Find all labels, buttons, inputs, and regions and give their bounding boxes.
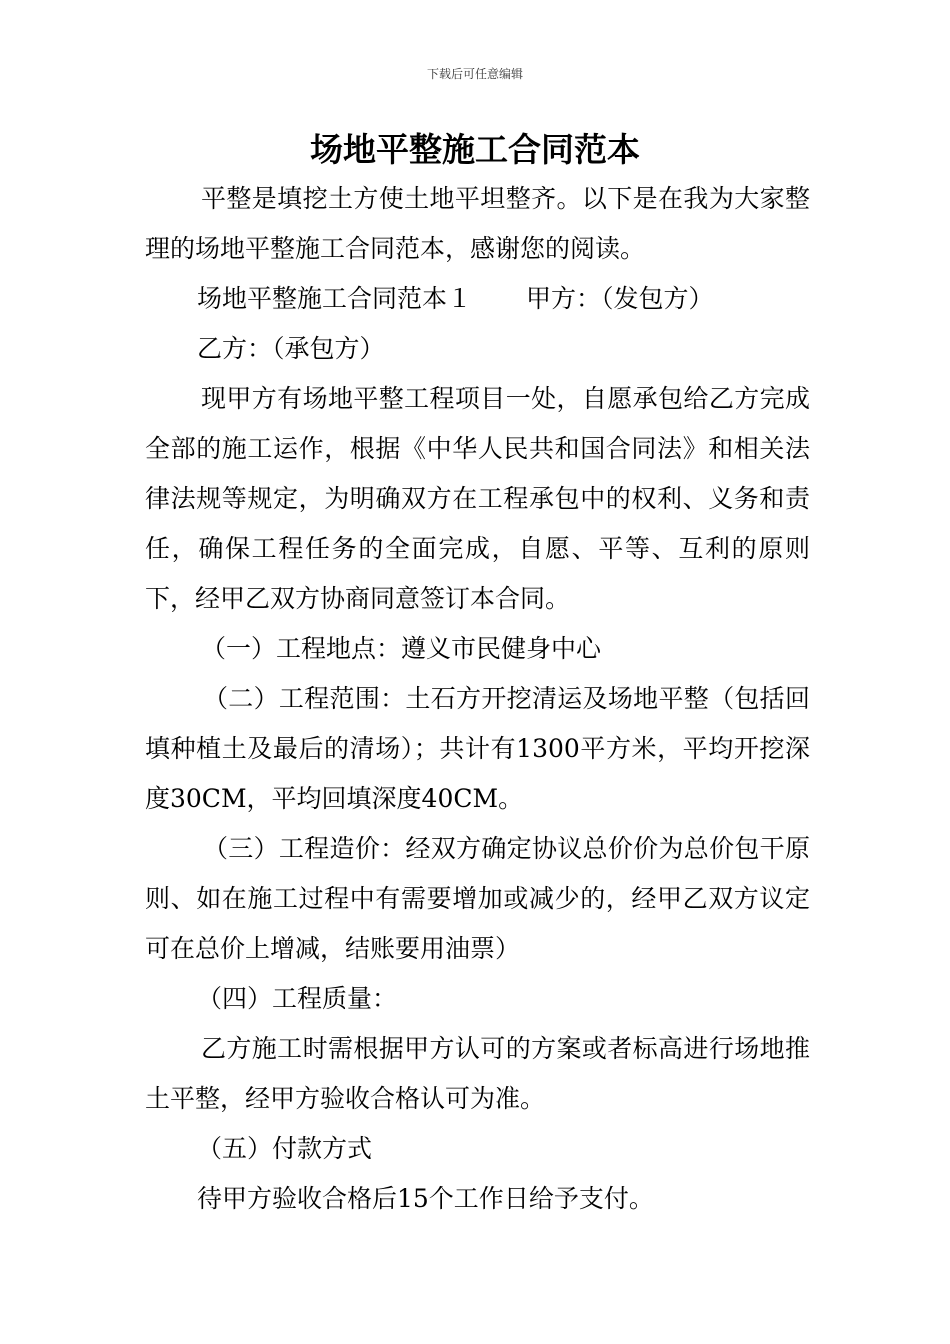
- document-body: [145, 174, 810, 1224]
- clause-4-text: 乙方施工时需根据甲方认可的方案或者标高进行场地推土平整，经甲方验收合格认可为准。: [145, 1034, 810, 1113]
- clause-3: （三）工程造价：经双方确定协议总价价为总价包干原则、如在施工过程中有需要增加或减少的，经甲乙双方议定可在总价上增减，结账要用油票）: [145, 834, 810, 963]
- contract-heading-row: [145, 274, 810, 324]
- header-note: 下载后可任意编辑: [426, 67, 523, 81]
- intro-paragraph: 平整是填挖土方使土地平坦整齐。以下是在我为大家整理的场地平整施工合同范本，感谢您的阅读。: [145, 184, 810, 263]
- party-b-label: 乙方：（承包方）: [197, 334, 385, 363]
- clause-1: （一）工程地点：遵义市民健身中心: [201, 634, 602, 663]
- clause-2: （二）工程范围：土石方开挖清运及场地平整（包括回填种植土及最后的清场）；共计有1300平方米，平均开挖深度30CM，平均回填深度40CM。: [145, 684, 810, 813]
- clause-5-text: 待甲方验收合格后15个工作日给予支付。: [197, 1184, 654, 1213]
- page-title: 场地平整施工合同范本: [310, 130, 640, 169]
- clause-4-heading: （四）工程质量：: [197, 984, 398, 1013]
- party-a-label: 甲方：（发包方）: [526, 284, 714, 313]
- clause-5-heading: （五）付款方式: [197, 1134, 373, 1163]
- preamble-paragraph: 现甲方有场地平整工程项目一处，自愿承包给乙方完成全部的施工运作，根据《中华人民共和国合同法》和相关法律法规等规定，为明确双方在工程承包中的权利、义务和责任，确保工程任务的全面完成，自愿、平等、互利的原则下，经甲乙双方协商同意签订本合同。: [145, 384, 810, 613]
- contract-heading: 场地平整施工合同范本１: [197, 284, 473, 313]
